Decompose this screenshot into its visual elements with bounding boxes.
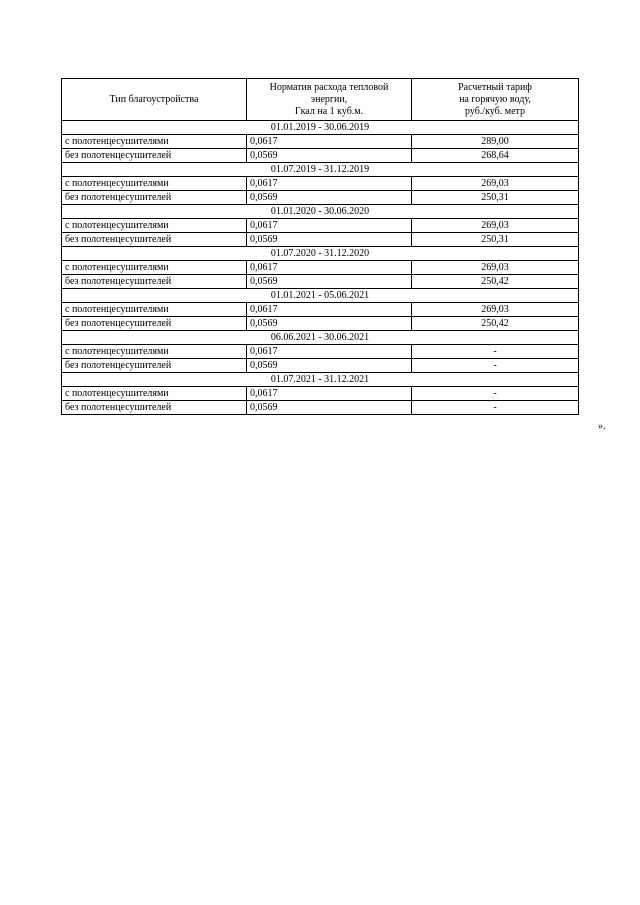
type-cell: без полотенцесушителей: [62, 275, 247, 289]
type-cell: с полотенцесушителями: [62, 177, 247, 191]
header-row: [62, 79, 579, 121]
type-cell: с полотенцесушителями: [62, 219, 247, 233]
tariff-cell: 250,42: [412, 275, 579, 289]
norm-cell: 0,0569: [247, 149, 412, 163]
period-label: 01.07.2021 - 31.12.2021: [62, 373, 579, 387]
table-row: [62, 233, 579, 247]
tariff-cell: 269,03: [412, 219, 579, 233]
header-tariff: [412, 79, 579, 121]
norm-cell: 0,0569: [247, 233, 412, 247]
type-cell: без полотенцесушителей: [62, 233, 247, 247]
period-label: 01.01.2019 - 30.06.2019: [62, 121, 579, 135]
period-row: [62, 331, 579, 345]
period-label: 01.07.2020 - 31.12.2020: [62, 247, 579, 261]
table-header: [62, 79, 579, 121]
table-row: [62, 149, 579, 163]
type-cell: без полотенцесушителей: [62, 191, 247, 205]
norm-cell: 0,0617: [247, 345, 412, 359]
norm-cell: 0,0617: [247, 219, 412, 233]
tariff-table: [61, 78, 579, 415]
type-cell: без полотенцесушителей: [62, 149, 247, 163]
type-cell: с полотенцесушителями: [62, 261, 247, 275]
type-cell: с полотенцесушителями: [62, 345, 247, 359]
tariff-cell: -: [412, 345, 579, 359]
table-row: [62, 219, 579, 233]
header-tariff-line: руб./куб. метр: [464, 105, 526, 117]
norm-cell: 0,0617: [247, 303, 412, 317]
period-row: [62, 163, 579, 177]
table-row: [62, 303, 579, 317]
tariff-cell: 268,64: [412, 149, 579, 163]
tariff-cell: 269,03: [412, 261, 579, 275]
type-cell: без полотенцесушителей: [62, 317, 247, 331]
norm-cell: 0,0617: [247, 261, 412, 275]
tariff-cell: -: [412, 387, 579, 401]
header-norm-line: Норматив расхода тепловой: [269, 81, 389, 93]
table-row: [62, 387, 579, 401]
type-cell: с полотенцесушителями: [62, 303, 247, 317]
table-row: [62, 345, 579, 359]
type-cell: с полотенцесушителями: [62, 387, 247, 401]
table-row: [62, 177, 579, 191]
tariff-cell: -: [412, 359, 579, 373]
period-label: 01.01.2020 - 30.06.2020: [62, 205, 579, 219]
header-norm: [247, 79, 412, 121]
norm-cell: 0,0569: [247, 191, 412, 205]
table-row: [62, 401, 579, 415]
tariff-cell: -: [412, 401, 579, 415]
period-row: [62, 247, 579, 261]
header-type: Тип благоустройства: [62, 79, 247, 121]
table-row: [62, 275, 579, 289]
type-cell: без полотенцесушителей: [62, 401, 247, 415]
period-row: [62, 289, 579, 303]
tariff-cell: 289,00: [412, 135, 579, 149]
period-label: 06.06.2021 - 30.06.2021: [62, 331, 579, 345]
table-row: [62, 191, 579, 205]
type-cell: с полотенцесушителями: [62, 135, 247, 149]
norm-cell: 0,0617: [247, 135, 412, 149]
tariff-cell: 250,31: [412, 233, 579, 247]
norm-cell: 0,0569: [247, 317, 412, 331]
period-label: 01.01.2021 - 05.06.2021: [62, 289, 579, 303]
period-label: 01.07.2019 - 31.12.2019: [62, 163, 579, 177]
table-row: [62, 359, 579, 373]
norm-cell: 0,0569: [247, 401, 412, 415]
norm-cell: 0,0617: [247, 177, 412, 191]
tariff-cell: 269,03: [412, 177, 579, 191]
period-row: [62, 373, 579, 387]
norm-cell: 0,0569: [247, 359, 412, 373]
tariff-cell: 269,03: [412, 303, 579, 317]
norm-cell: 0,0617: [247, 387, 412, 401]
table-body: [62, 121, 579, 415]
header-tariff-line: Расчетный тариф: [458, 81, 532, 93]
table-row: [62, 135, 579, 149]
type-cell: без полотенцесушителей: [62, 359, 247, 373]
tariff-cell: 250,31: [412, 191, 579, 205]
tariff-cell: 250,42: [412, 317, 579, 331]
table-row: [62, 317, 579, 331]
header-norm-line: Гкал на 1 куб.м.: [294, 105, 364, 117]
period-row: [62, 205, 579, 219]
header-norm-line: энергии,: [310, 93, 348, 105]
table-row: [62, 261, 579, 275]
header-tariff-line: на горячую воду,: [459, 93, 531, 105]
period-row: [62, 121, 579, 135]
closing-quote-mark: ».: [598, 421, 606, 432]
norm-cell: 0,0569: [247, 275, 412, 289]
